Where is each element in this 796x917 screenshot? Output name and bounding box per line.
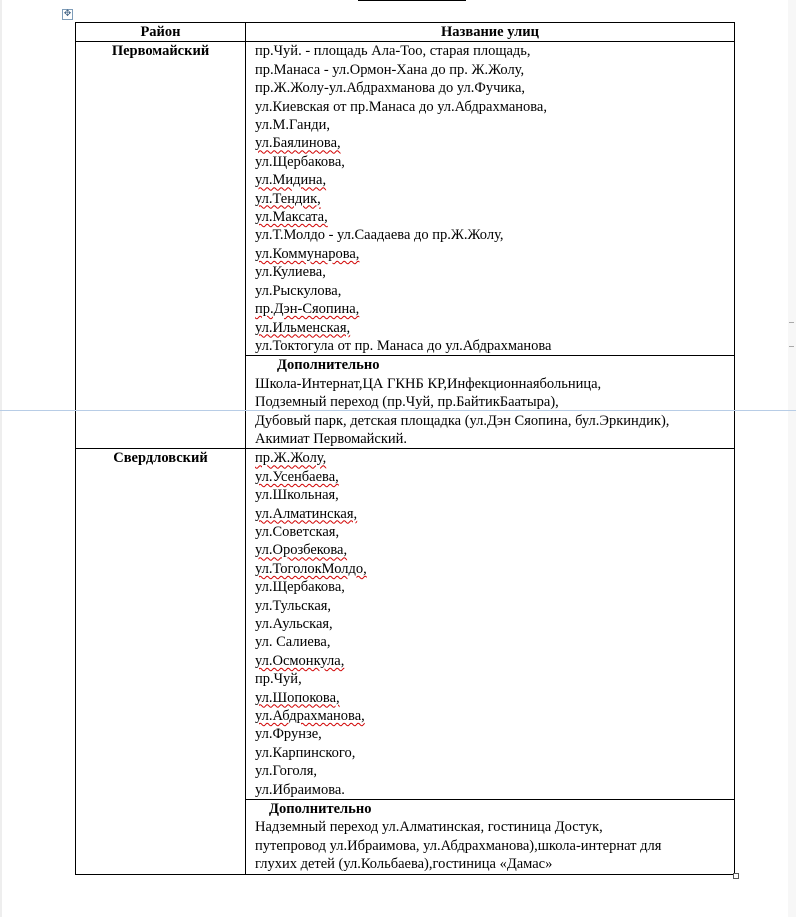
additional-line: Подземный переход (пр.Чуй, пр.БайтикБаатыра), [255,394,559,411]
additional-line: Надземный переход ул.Алматинская, гостиница Достук, [255,819,603,836]
additional-title: Дополнительно [269,801,372,818]
street-line: ул.Максата, [255,209,328,226]
street-line: ул.Усенбаева, [255,468,339,485]
street-line: ул.Шопокова, [255,689,340,706]
district-cell: Свердловский [76,449,246,874]
street-line: ул.Ибраимова. [255,781,345,798]
guide-line [0,410,796,411]
page-left-edge [0,0,2,917]
street-line: ул.Рыскулова, [255,282,342,299]
table-row [76,449,735,800]
street-line: ул.Киевская от пр.Манаса до ул.Абдрахманова, [255,98,547,115]
margin-mark [789,322,794,327]
additional-line: путепровод ул.Ибраимова, ул.Абдрахманова),школа-интернат для [255,837,662,854]
street-line: ул.Ильменская, [255,319,351,336]
margin-mark [789,346,794,351]
street-line: ул.Коммунарова, [255,245,360,262]
street-line: ул.ТоголокМолдо, [255,560,367,577]
street-line: ул.М.Ганди, [255,117,330,134]
resize-square-icon[interactable] [733,873,739,879]
additional-cell [246,356,735,449]
table-row [76,42,735,356]
additional-title: Дополнительно [277,357,380,374]
street-line: ул.Алматинская, [255,505,358,522]
additional-line: Школа-Интернат,ЦА ГКНБ КР,Инфекционнаябольница, [255,375,602,392]
street-line: ул.Орозбекова, [255,542,348,559]
street-line: пр.Ж.Жолу, [255,450,327,467]
move-cross-icon[interactable]: ✥ [63,9,72,19]
street-line: пр.Ж.Жолу-ул.Абдрахманова до ул.Фучика, [255,80,526,97]
street-line: ул.Кулиева, [255,264,326,281]
street-line: пр.Чуй, [255,671,302,688]
table-header-row [76,23,735,42]
street-line: ул.Абдрахманова, [255,708,365,725]
street-line: ул.Школьная, [255,487,339,504]
street-line: пр.Чуй. - площадь Ала-Тоо, старая площадь, [255,43,531,60]
additional-line: глухих детей (ул.Кольбаева),гостиница «Дамас» [255,856,553,873]
street-line: ул.Баялинова, [255,135,341,152]
street-line: ул.Т.Молдо - ул.Саадаева до пр.Ж.Жолу, [255,227,504,244]
street-line: ул.Карпинского, [255,744,356,761]
additional-line: Дубовый парк, детская площадка (ул.Дэн Сяопина, бул.Эркиндик), [255,412,670,429]
streets-cell [246,449,735,800]
page-right-margin [788,0,796,917]
street-line: ул. Салиева, [255,634,331,651]
street-line: ул.Аульская, [255,616,333,632]
district-streets-table [75,22,735,875]
street-line: ул.Гоголя, [255,763,318,780]
streets-cell [246,42,735,356]
additional-line: Акимиат Первомайский. [255,430,408,447]
street-line: ул.Советская, [255,523,340,540]
street-line: ул.Фрунзе, [255,726,322,743]
top-rule [358,0,466,1]
street-line: пр.Дэн-Сяопина, [255,301,360,318]
street-line: ул.Токтогула от пр. Манаса до ул.Абдрахманова [255,337,552,354]
header-streets: Название улиц [246,23,735,42]
district-cell: Первомайский [76,42,246,449]
street-line: ул.Мидина, [255,172,327,189]
street-line: ул.Тульская, [255,597,332,614]
street-line: ул.Щербакова, [255,153,345,170]
street-line: пр.Манаса - ул.Ормон-Хана до пр. Ж.Жолу, [255,61,525,78]
street-line: ул.Осмонкула, [255,652,345,669]
street-line: ул.Щербакова, [255,579,345,596]
additional-cell [246,800,735,875]
header-district: Район [76,23,246,42]
street-line: ул.Тендик, [255,190,321,207]
